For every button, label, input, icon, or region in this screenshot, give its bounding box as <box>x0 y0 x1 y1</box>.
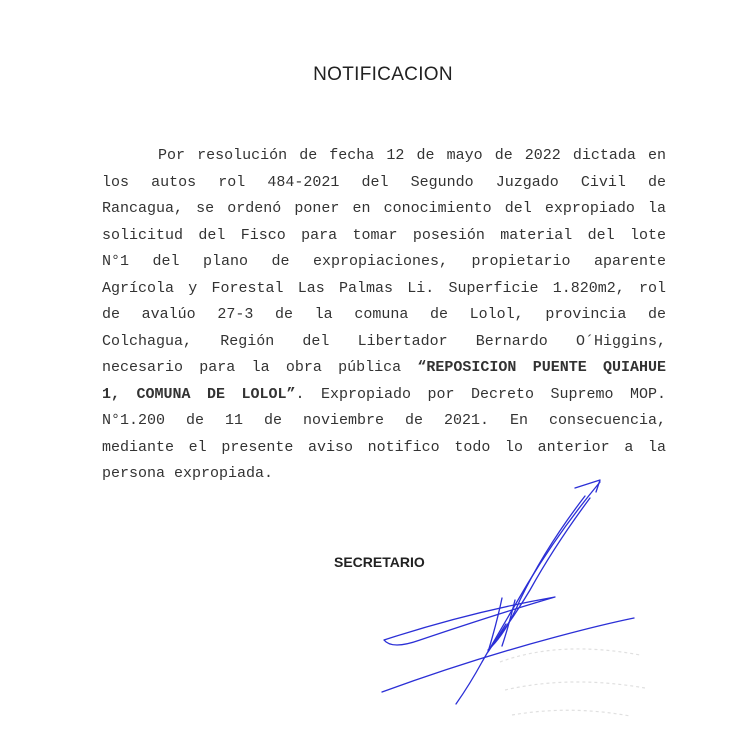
signer-title: SECRETARIO <box>334 554 425 570</box>
paragraph-line: N°1 del plano de expropiaciones, propietario aparente <box>102 253 666 270</box>
document-title: NOTIFICACION <box>313 64 453 85</box>
paragraph-line: N°1.200 de 11 de noviembre de 2021. En consecuencia, <box>102 412 666 429</box>
project-name-bold: “REPOSICION PUENTE QUIAHUE <box>417 359 667 376</box>
paragraph-line: persona expropiada. <box>102 465 274 482</box>
paragraph-text: . Expropiado por Decreto Supremo MOP. <box>295 385 666 403</box>
paragraph-line: los autos rol 484-2021 del Segundo Juzgado Civil de <box>102 173 666 191</box>
paragraph-line: solicitud del Fisco para tomar posesión material del lote <box>102 226 666 244</box>
paragraph-line: Por resolución de fecha 12 de mayo de 2022 dictada en <box>158 147 666 164</box>
paragraph-line: Colchagua, Región del Libertador Bernardo O´Higgins, <box>102 332 666 350</box>
paragraph-line: mediante el presente aviso notifico todo lo anterior a la <box>102 438 666 456</box>
paragraph-line: de avalúo 27-3 de la comuna de Lolol, provincia de <box>102 306 666 323</box>
paragraph-text: necesario para la obra pública <box>102 359 418 376</box>
project-name-bold: 1, COMUNA DE LOLOL” <box>102 385 296 403</box>
paragraph-line: Rancagua, se ordenó poner en conocimiento del expropiado la <box>102 200 666 217</box>
paragraph-line: Agrícola y Forestal Las Palmas Li. Superficie 1.820m2, rol <box>102 279 666 297</box>
